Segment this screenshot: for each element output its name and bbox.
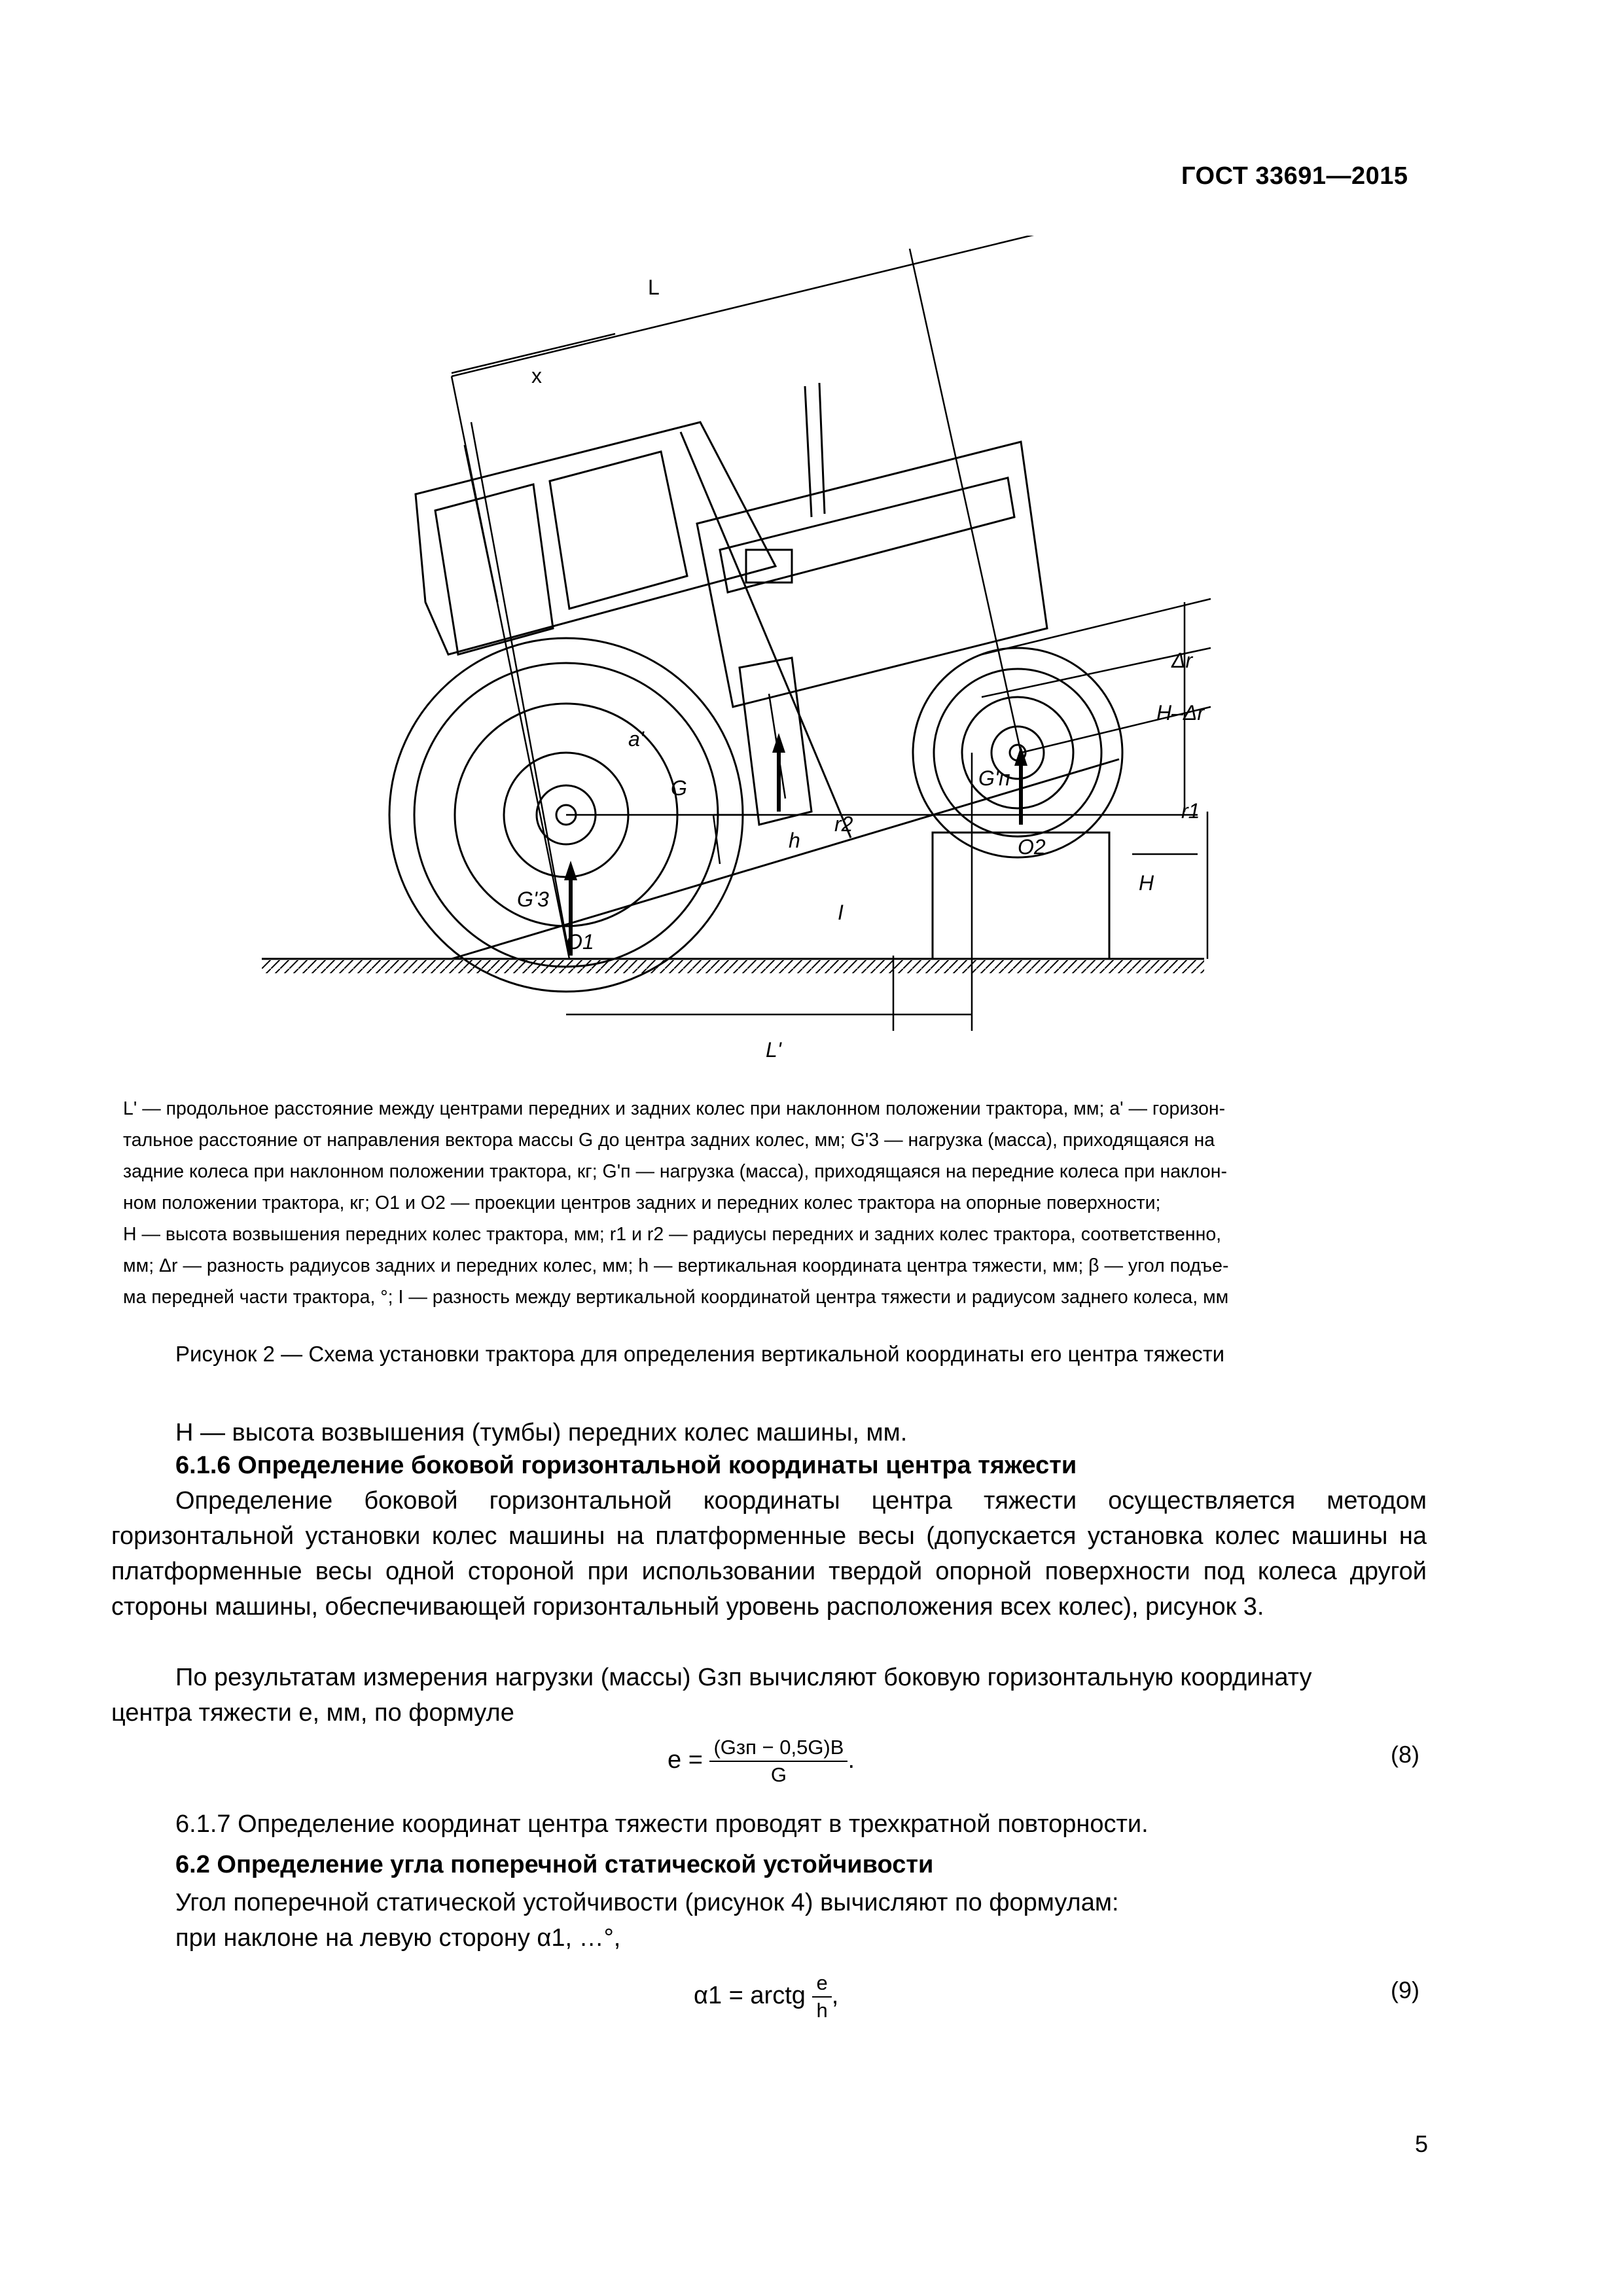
page-number: 5 bbox=[1415, 2130, 1429, 2157]
legend-line: ма передней части трактора, °; I — разность между вертикальной координатой центра тяжести и радиусом заднего колеса, мм bbox=[123, 1287, 1229, 1308]
section-6-2-paragraph-1: Угол поперечной статической устойчивости (рисунок 4) вычисляют по формулам: bbox=[175, 1889, 1119, 1916]
label-H: H bbox=[1139, 871, 1154, 895]
formula-9-tail: , bbox=[831, 1982, 839, 2010]
section-6-1-6-paragraph: Определение боковой горизонтальной координаты центра тяжести осуществляется методом горизонтальной установки колес машины на платформенные весы (допускается установка колес машины на платформенные весы одной стороной при использовании твердой опорной поверхности под колеса другой стороны машины, обеспечивающей горизонтальный уровень расположения всех колес), рисунок 3. bbox=[111, 1487, 1427, 1621]
label-L-prime: L' bbox=[766, 1038, 781, 1062]
figure-caption: Рисунок 2 — Схема установки трактора для определения вертикальной координаты его центра тяжести bbox=[175, 1342, 1225, 1366]
formula-9-numerator: e bbox=[812, 1970, 831, 1998]
front-wheel bbox=[913, 648, 1122, 857]
label-I: I bbox=[838, 901, 844, 924]
legend-line: L' — продольное расстояние между центрами передних и задних колес при наклонном положении трактора, мм; a' — горизон- bbox=[123, 1098, 1226, 1119]
label-H-dr: H–Δr bbox=[1156, 701, 1204, 725]
section-6-1-6-paragraph-2-line-1: По результатам измерения нагрузки (массы) Gзп вычисляют боковую горизонтальную координату bbox=[175, 1664, 1312, 1691]
arrow-g bbox=[772, 733, 785, 753]
section-6-2-paragraph-2: при наклоне на левую сторону α1, …°, bbox=[175, 1924, 621, 1952]
arrow-g3 bbox=[564, 861, 577, 880]
label-h: h bbox=[789, 829, 800, 852]
h-definition: H — высота возвышения (тумбы) передних колес машины, мм. bbox=[175, 1419, 908, 1446]
standard-header: ГОСТ 33691—2015 bbox=[1181, 162, 1408, 190]
section-6-1-6-title: 6.1.6 Определение боковой горизонтальной координаты центра тяжести bbox=[175, 1452, 1077, 1479]
formula-9-lhs: α1 = arctg bbox=[694, 1982, 806, 2010]
tractor-body bbox=[416, 383, 1047, 838]
legend-line: тальное расстояние от направления вектора массы G до центра задних колес, мм; G'3 — нагрузка (масса), приходящаяся на bbox=[123, 1130, 1215, 1151]
label-G3: G'3 bbox=[517, 888, 549, 911]
formula-8 bbox=[668, 1734, 855, 1788]
label-O1: O1 bbox=[566, 930, 594, 954]
label-x: x bbox=[531, 364, 542, 387]
formula-9 bbox=[694, 1970, 838, 2024]
formula-8-number: (8) bbox=[1391, 1741, 1419, 1768]
legend-line: задние колеса при наклонном положении трактора, кг; G'п — нагрузка (масса), приходящаяся на передние колеса при наклон- bbox=[123, 1161, 1227, 1182]
ground-hatch bbox=[262, 960, 1204, 973]
formula-8-numerator: (Gзп − 0,5G)B bbox=[709, 1734, 847, 1762]
label-r1: r1 bbox=[1181, 799, 1200, 823]
formula-8-denominator: G bbox=[770, 1763, 787, 1786]
formula-8-fraction bbox=[709, 1734, 847, 1788]
label-L: L bbox=[648, 276, 660, 299]
formula-8-tail: . bbox=[847, 1746, 855, 1774]
label-dr: Δr bbox=[1171, 649, 1193, 672]
label-G: G bbox=[671, 776, 687, 800]
dimension-lines bbox=[452, 236, 1211, 1031]
formula-9-denominator: h bbox=[816, 1999, 828, 2022]
formula-9-number: (9) bbox=[1391, 1977, 1419, 2003]
section-6-1-6-paragraph-2-line-2: центра тяжести e, мм, по формуле bbox=[111, 1699, 514, 1727]
legend-line: H — высота возвышения передних колес трактора, мм; r1 и r2 — радиусы передних и задних колес трактора, соответственно, bbox=[123, 1224, 1222, 1245]
figure-legend bbox=[123, 1093, 1452, 1313]
legend-line: ном положении трактора, кг; O1 и O2 — проекции центров задних и передних колес трактора на опорные поверхности; bbox=[123, 1193, 1161, 1213]
formula-8-lhs: e = bbox=[668, 1746, 703, 1774]
tractor-diagram bbox=[262, 236, 1243, 1080]
section-6-2-title: 6.2 Определение угла поперечной статической устойчивости bbox=[175, 1851, 934, 1878]
legend-line: мм; Δr — разность радиусов задних и передних колес, мм; h — вертикальная координата центра тяжести, мм; β — угол подъе- bbox=[123, 1255, 1229, 1276]
formula-9-fraction bbox=[812, 1970, 831, 2024]
label-Gn: G'п bbox=[978, 766, 1010, 790]
section-6-1-7: 6.1.7 Определение координат центра тяжести проводят в трехкратной повторности. bbox=[175, 1810, 1149, 1838]
label-r2: r2 bbox=[834, 812, 853, 836]
label-O2: O2 bbox=[1018, 835, 1046, 859]
label-a-prime: a' bbox=[628, 727, 644, 751]
